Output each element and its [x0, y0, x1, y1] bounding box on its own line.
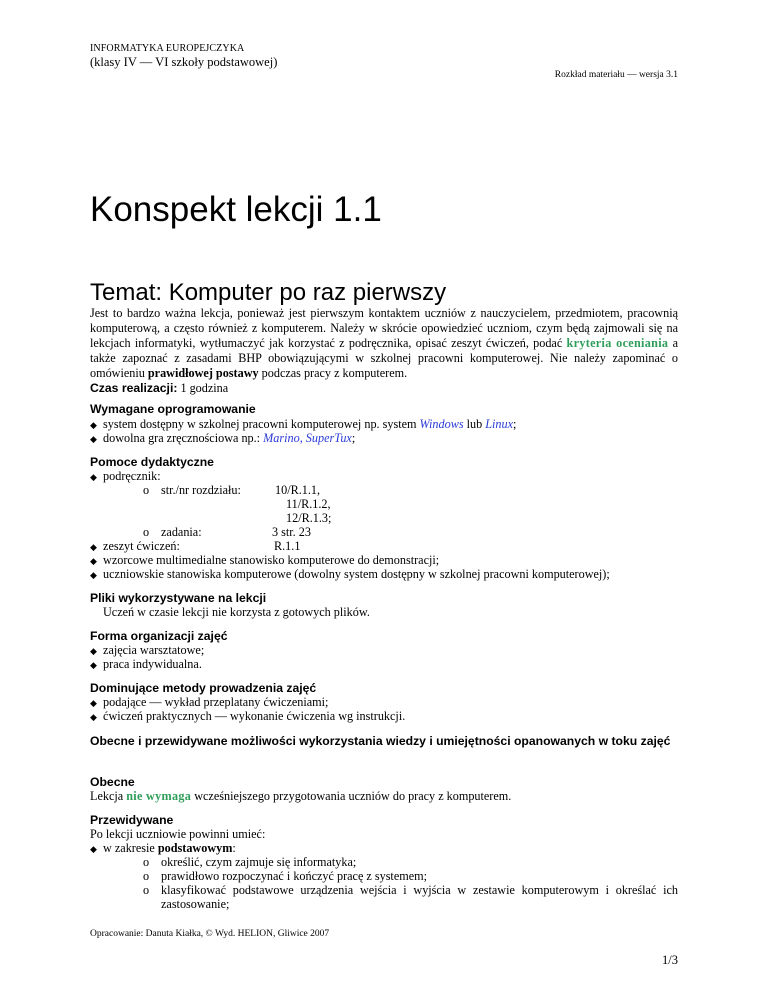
methods-item-2: ◆ ćwiczeń praktycznych — wykonanie ćwiczenia wg instrukcji.: [90, 709, 406, 723]
not-required-emphasis: nie wymaga: [126, 789, 192, 803]
lesson-topic: Temat: Komputer po raz pierwszy: [90, 279, 447, 306]
circle-bullet-icon: o: [143, 483, 150, 497]
aids-textbook: ◆ podręcznik:: [90, 469, 161, 483]
time-value: 1 godzina: [180, 381, 229, 395]
organization-item-2: ◆ praca indywidualna.: [90, 657, 202, 671]
aids-item-4: ◆ uczniowskie stanowiska komputerowe (dowolny system dostępny w szkolnej pracowni komputerowej);: [90, 567, 610, 581]
aids-page-2: 11/R.1.2,: [286, 497, 331, 511]
aids-item-3: ◆ wzorcowe multimedialne stanowisko komputerowe do demonstracji;: [90, 553, 440, 567]
page-number: 1/3: [662, 953, 678, 967]
games-link[interactable]: Marino, SuperTux: [263, 431, 352, 445]
intro-paragraph: [90, 306, 678, 396]
aids-workbook: ◆ zeszyt ćwiczeń:: [90, 539, 180, 553]
header-subtitle: (klasy IV — VI szkoły podstawowej): [90, 55, 278, 69]
circle-bullet-icon: o: [143, 869, 150, 883]
linux-link[interactable]: Linux: [485, 417, 514, 431]
expected-heading: Przewidywane: [90, 813, 174, 827]
diamond-bullet-icon: ◆: [90, 542, 97, 552]
diamond-bullet-icon: ◆: [90, 420, 97, 430]
header-version: Rozkład materiału — wersja 3.1: [554, 70, 678, 80]
circle-bullet-icon: o: [143, 855, 150, 869]
diamond-bullet-icon: ◆: [90, 660, 97, 670]
footer: Opracowanie: Danuta Kiałka, © Wyd. HELION, Gliwice 2007: [90, 929, 330, 939]
organization-heading: Forma organizacji zajęć: [90, 629, 228, 643]
expected-scope: ◆ w zakresie podstawowym:: [90, 841, 236, 855]
diamond-bullet-icon: ◆: [90, 844, 97, 854]
software-heading: Wymagane oprogramowanie: [90, 402, 256, 416]
possibilities-heading: Obecne i przewidywane możliwości wykorzystania wiedzy i umiejętności opanowanych w toku zajęć: [90, 734, 671, 748]
header-title: INFORMATYKA EUROPEJCZYKA: [90, 43, 245, 54]
circle-bullet-icon: o: [143, 883, 150, 897]
time-label: Czas realizacji:: [90, 381, 178, 395]
aids-tasks-label: zadania:: [161, 525, 202, 539]
expected-item-2: prawidłowo rozpoczynać i kończyć pracę z systemem;: [161, 869, 427, 883]
software-item-1: ◆ system dostępny w szkolnej pracowni komputerowej np. system Windows lub Linux;: [90, 417, 517, 431]
files-text: Uczeń w czasie lekcji nie korzysta z gotowych plików.: [103, 605, 370, 619]
intro-text-2: a także zapoznać z zasadami BHP obowiązującymi w szkolnej pracowni komputerowej. Nie należy zapominać o omówieniu: [90, 336, 679, 380]
diamond-bullet-icon: ◆: [90, 570, 97, 580]
diamond-bullet-icon: ◆: [90, 698, 97, 708]
expected-item-1: określić, czym zajmuje się informatyka;: [161, 855, 357, 869]
windows-link[interactable]: Windows: [419, 417, 464, 431]
aids-heading: Pomoce dydaktyczne: [90, 455, 214, 469]
page-title: Konspekt lekcji 1.1: [90, 190, 382, 229]
current-heading: Obecne: [90, 775, 135, 789]
diamond-bullet-icon: ◆: [90, 556, 97, 566]
grading-criteria-link[interactable]: kryteria oceniania: [566, 336, 669, 350]
methods-item-1: ◆ podające — wykład przeplatany ćwiczeniami;: [90, 695, 329, 709]
diamond-bullet-icon: ◆: [90, 434, 97, 444]
files-heading: Pliki wykorzystywane na lekcji: [90, 591, 267, 605]
diamond-bullet-icon: ◆: [90, 472, 97, 482]
aids-page-3: 12/R.1.3;: [286, 511, 332, 525]
posture-emphasis: prawidłowej postawy: [147, 366, 259, 380]
intro-text-1: Jest to bardzo ważna lekcja, ponieważ jest pierwszym kontaktem uczniów z nauczycielem, przedmiotem, pracownią komputerową, a często również z komputerem. Należy w skrócie opowiedzieć uczniom, czym będą zajmowali się na lekcjach informatyki, wytłumaczyć jak korzystać z podręcznika, opisać zeszyt ćwiczeń, podać: [90, 306, 678, 350]
expected-intro: Po lekcji uczniowie powinni umieć:: [90, 827, 266, 841]
software-item-2: ◆ dowolna gra zręcznościowa np.: Marino, SuperTux;: [90, 431, 356, 445]
aids-page-1: 10/R.1.1,: [275, 483, 321, 497]
diamond-bullet-icon: ◆: [90, 712, 97, 722]
intro-text-3: podczas pracy z komputerem.: [261, 366, 408, 380]
methods-heading: Dominujące metody prowadzenia zajęć: [90, 681, 317, 695]
aids-workbook-value: R.1.1: [274, 539, 301, 553]
aids-pages-label: str./nr rozdziału:: [161, 483, 241, 497]
current-text: Lekcja nie wymaga wcześniejszego przygotowania uczniów do pracy z komputerem.: [90, 789, 512, 803]
diamond-bullet-icon: ◆: [90, 646, 97, 656]
organization-item-1: ◆ zajęcia warsztatowe;: [90, 643, 205, 657]
aids-tasks-value: 3 str. 23: [272, 525, 311, 539]
expected-item-3: klasyfikować podstawowe urządzenia wejścia i wyjścia w zestawie komputerowym i określać ich zastosowanie;: [161, 883, 678, 911]
circle-bullet-icon: o: [143, 525, 150, 539]
